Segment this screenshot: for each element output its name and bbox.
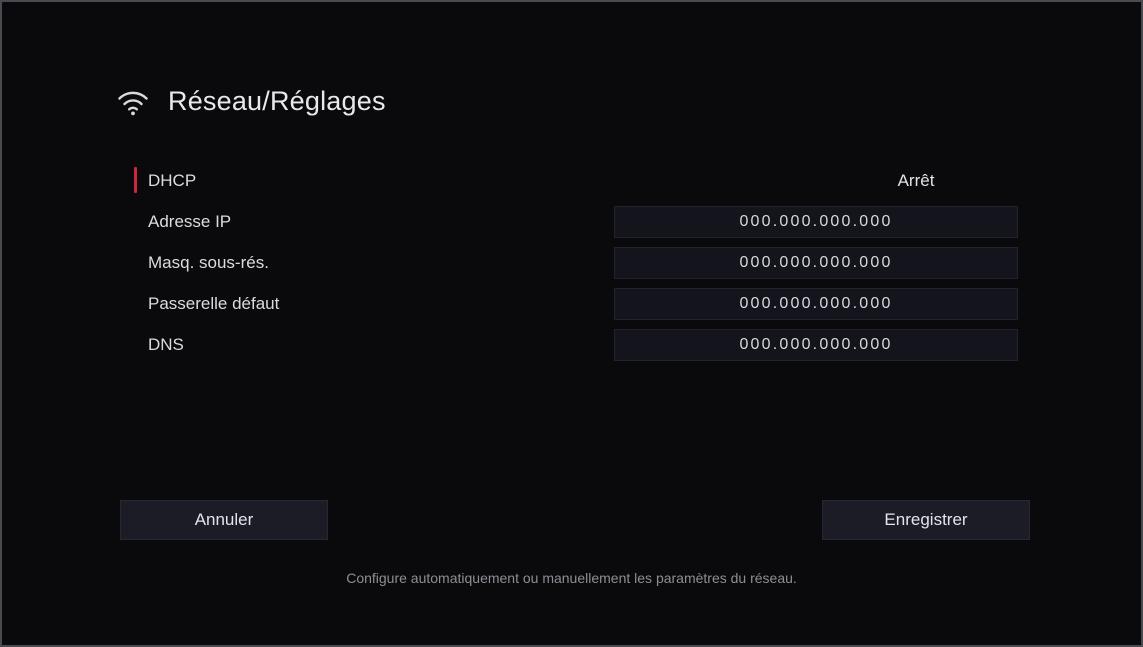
page-header [116,86,386,117]
subnet-mask-input[interactable] [614,247,1018,279]
selection-indicator [134,167,137,193]
ip-address-input[interactable] [614,206,1018,238]
default-gateway-input[interactable] [614,288,1018,320]
cancel-button[interactable]: Annuler [120,500,328,540]
wifi-icon [116,87,150,117]
row-label: Passerelle défaut [148,293,280,313]
row-label: Masq. sous-rés. [148,252,269,272]
save-button[interactable]: Enregistrer [822,500,1030,540]
row-label: DHCP [148,170,197,190]
default-gateway-value: 000.000.000.000 [739,294,893,312]
screen-inner [20,16,1123,631]
row-ip-address[interactable] [116,201,1026,242]
dns-value: 000.000.000.000 [739,335,893,353]
dns-input[interactable] [614,329,1018,361]
settings-list [116,160,1026,365]
ip-address-value: 000.000.000.000 [739,212,893,230]
page-title: Réseau/Réglages [168,86,386,116]
row-subnet-mask[interactable] [116,242,1026,283]
row-label: DNS [148,334,184,354]
row-label: Adresse IP [148,211,232,231]
dhcp-value[interactable]: Arrêt [897,170,935,190]
row-dns[interactable] [116,324,1026,365]
hint-text: Configure automatiquement ou manuellement les paramètres du réseau. [346,570,797,586]
row-dhcp[interactable] [116,160,1026,201]
row-default-gateway[interactable] [116,283,1026,324]
subnet-mask-value: 000.000.000.000 [739,253,893,271]
